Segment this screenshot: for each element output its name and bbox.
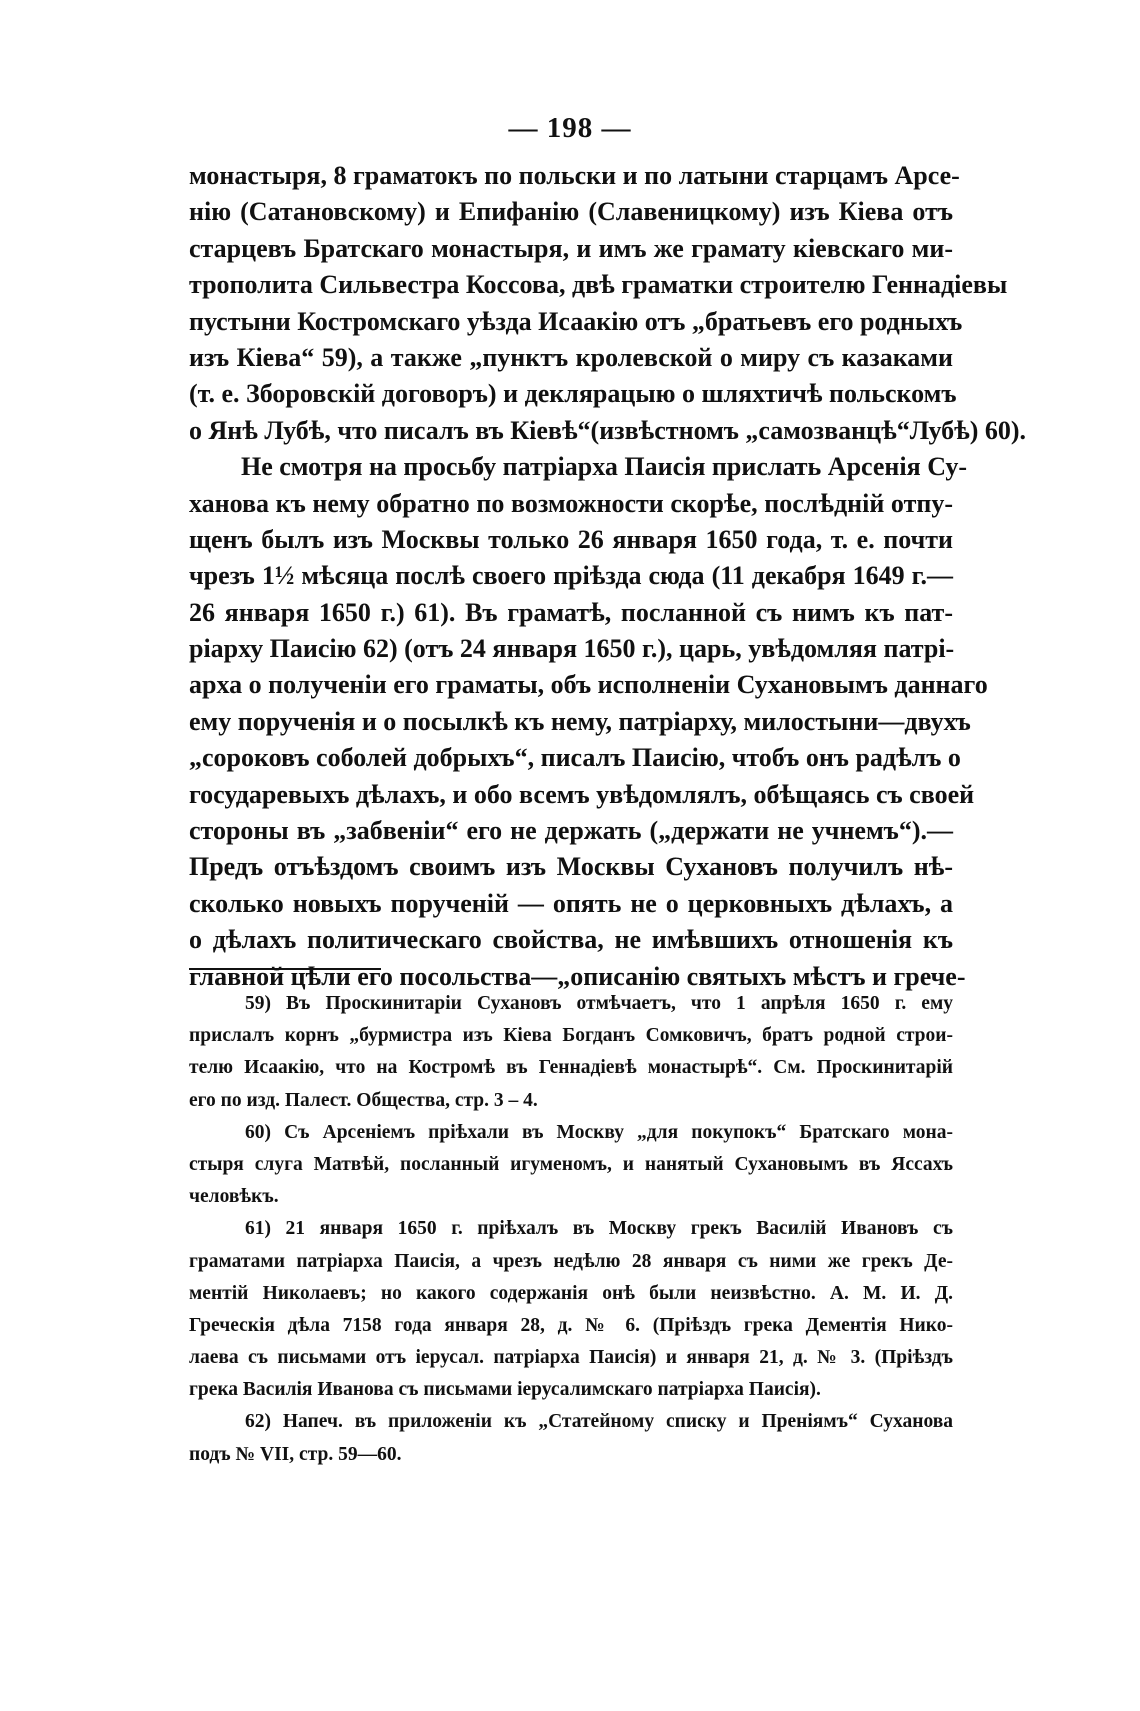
- footnotes: [189, 988, 953, 1471]
- text-line: Не смотря на просьбу патріарха Паисія прислать Арсенія Су-: [241, 452, 967, 482]
- footnote-line: граматами патріарха Паисія, а чрезъ недѣлю 28 января съ ними же грекъ Де-: [189, 1250, 953, 1272]
- text-line: о Янѣ Лубѣ, что писалъ въ Кіевѣ“(извѣстномъ „самозванцѣ“Лубѣ) 60).: [189, 415, 1027, 445]
- footnote-line: 59) Въ Проскинитаріи Сухановъ отмѣчаетъ, что 1 апрѣля 1650 г. ему: [245, 993, 953, 1014]
- text-line: (т. е. Зборовскій договоръ) и деклярацыю о шляхтичѣ польскомъ: [189, 379, 957, 409]
- footnote-line: телю Исаакію, что на Костромѣ въ Геннадіевѣ монастырѣ“. См. Проскинитарій: [189, 1057, 953, 1079]
- text-line: изъ Кіева“ 59), а также „пунктъ кролевской о миру съ казаками: [189, 342, 953, 372]
- text-line: арха о полученіи его граматы, объ исполненіи Сухановымъ даннаго: [189, 670, 988, 700]
- footnote-line: Греческія дѣла 7158 года января 28, д. № 6. (Пріѣздъ грека Дементія Нико-: [189, 1314, 953, 1336]
- footnote-line: 61) 21 января 1650 г. пріѣхалъ въ Москву грекъ Василій Ивановъ съ: [245, 1218, 953, 1240]
- footnote-line: 62) Напеч. въ приложеніи къ „Статейному списку и Преніямъ“ Суханова: [245, 1411, 953, 1433]
- page-number: — 198 —: [508, 112, 632, 144]
- text-line: сколько новыхъ порученій — опять не о церковныхъ дѣлахъ, а: [189, 888, 953, 918]
- footnote-line: его по изд. Палест. Общества, стр. 3 – 4.: [189, 1089, 538, 1111]
- text-line: о дѣлахъ политическаго свойства, не имѣвшихъ отношенія къ: [189, 925, 953, 955]
- text-line: трополита Сильвестра Коссова, двѣ граматки строителю Геннадіевы: [189, 270, 1008, 300]
- footnote-line: лаева съ письмами отъ іерусал. патріарха Паисія) и января 21, д. № 3. (Пріѣздъ: [189, 1347, 953, 1369]
- footnote-line: стыря слуга Матвѣй, посланный игуменомъ, и нанятый Сухановымъ въ Яссахъ: [189, 1153, 953, 1175]
- footnote-line: грека Василія Иванова съ письмами іерусалимскаго патріарха Паисія).: [189, 1379, 821, 1401]
- text-line: Предъ отъѣздомъ своимъ изъ Москвы Сухановъ получилъ нѣ-: [189, 852, 953, 882]
- footnote-line: подъ № VII, стр. 59—60.: [189, 1443, 402, 1465]
- text-line: главной цѣли его посольства—„описанію святыхъ мѣстъ и грече-: [189, 961, 966, 991]
- text-line: нію (Сатановскому) и Епифанію (Славеницкому) изъ Кіева отъ: [189, 197, 953, 227]
- text-line: старцевъ Братскаго монастыря, и имъ же грамату кіевскаго ми-: [189, 233, 953, 263]
- text-line: ріарху Паисію 62) (отъ 24 января 1650 г.), царь, увѣдомляя патрі-: [189, 634, 955, 664]
- text-line: стороны въ „забвеніи“ его не держать („держати не учнемъ“).—: [189, 816, 953, 846]
- main-body-text: [189, 158, 1027, 995]
- text-line: пустыни Костромскаго уѣзда Исаакію отъ „братьевъ его родныхъ: [189, 306, 963, 336]
- footnote-divider: [189, 968, 381, 970]
- text-line: „сороковъ соболей добрыхъ“, писалъ Паисію, чтобъ онъ радѣлъ о: [189, 743, 961, 773]
- text-line: монастыря, 8 граматокъ по польски и по латыни старцамъ Арсе-: [189, 161, 960, 190]
- text-line: государевыхъ дѣлахъ, и обо всемъ увѣдомлялъ, обѣщаясь съ своей: [189, 779, 975, 809]
- footnote-line: прислалъ корнъ „бурмистра изъ Кіева Богданъ Сомковичъ, братъ родной строи-: [189, 1025, 953, 1047]
- text-line: 26 января 1650 г.) 61). Въ граматѣ, посланной съ нимъ къ пат-: [189, 597, 953, 627]
- footnote-line: ментій Николаевъ; но какого содержанія онѣ были неизвѣстно. А. М. И. Д.: [189, 1282, 953, 1304]
- text-line: ханова къ нему обратно по возможности скорѣе, послѣдній отпу-: [189, 488, 953, 518]
- text-line: чрезъ 1½ мѣсяца послѣ своего пріѣзда сюда (11 декабря 1649 г.—: [189, 561, 953, 591]
- footnote-line: человѣкъ.: [189, 1186, 279, 1208]
- text-line: щенъ былъ изъ Москвы только 26 января 1650 года, т. е. почти: [189, 524, 953, 554]
- text-line: ему порученія и о посылкѣ къ нему, патріарху, милостыни—двухъ: [189, 706, 971, 736]
- footnote-line: 60) Съ Арсеніемъ пріѣхали въ Москву „для покупокъ“ Братскаго мона-: [245, 1121, 953, 1143]
